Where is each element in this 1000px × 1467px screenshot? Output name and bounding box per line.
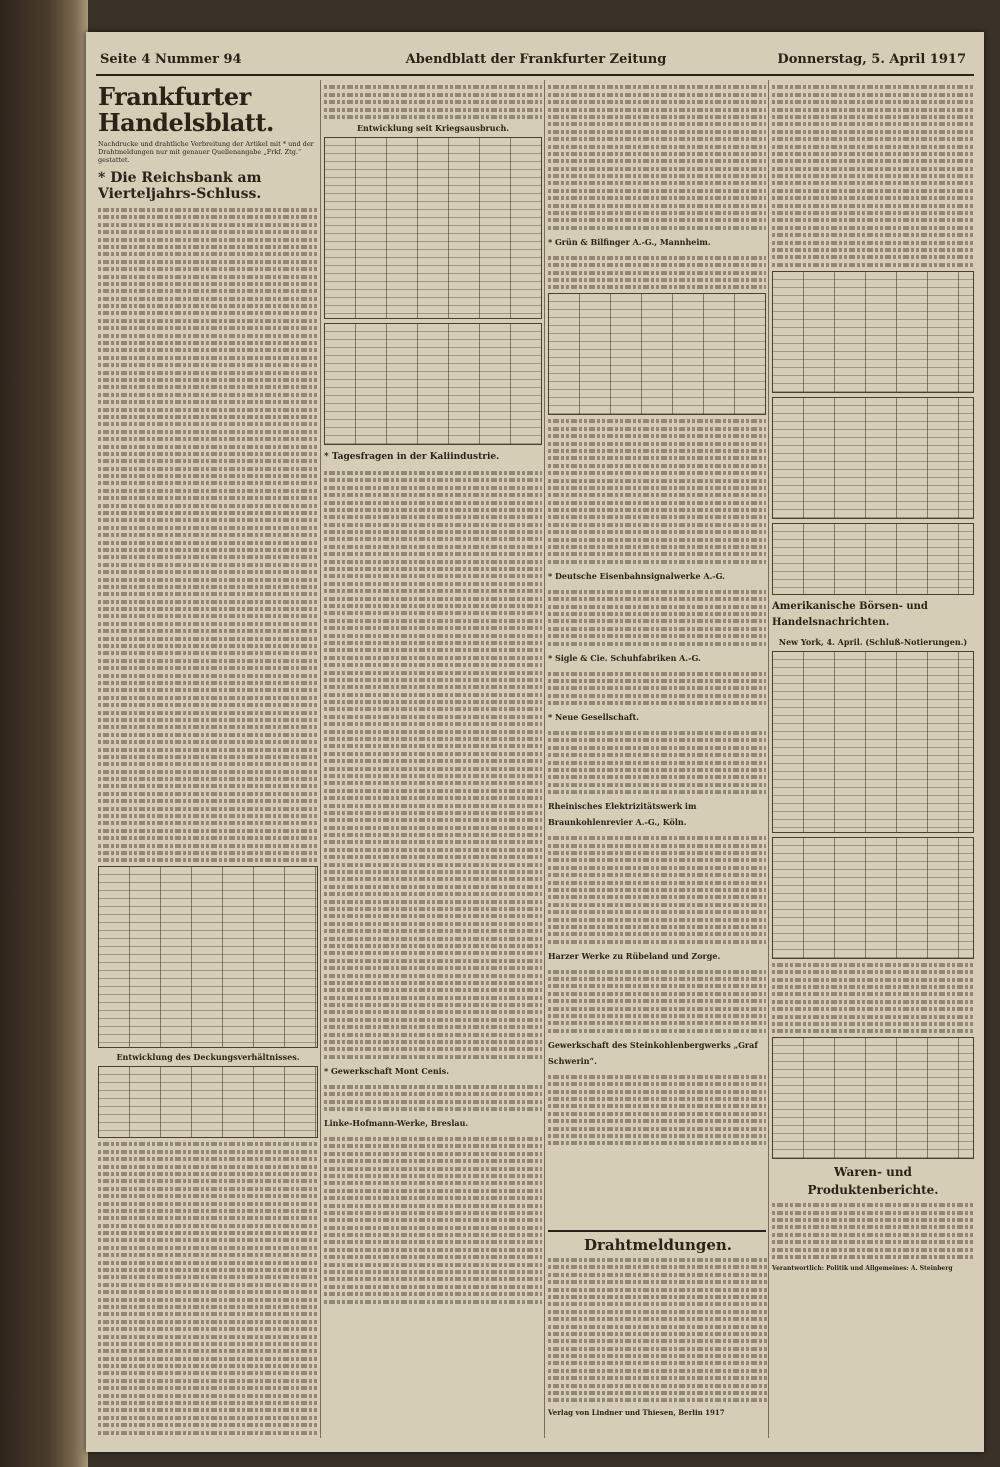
article-body [548,672,766,706]
article-title: * Deutsche Eisenbahnsignalwerke A.-G. [548,570,725,581]
article-title: * Tagesfragen in der Kaliindustrie. [324,451,500,462]
book-binding [0,0,88,1467]
chicago-table [772,1037,974,1159]
section-title: Frankfurter Handelsblatt. [98,82,274,137]
article-body [772,85,974,266]
article-body-continued [98,1142,318,1438]
page-number: Seite 4 Nummer 94 [100,52,242,67]
article-title: * Grün & Bilfinger A.-G., Mannheim. [548,236,711,247]
article-body [548,970,766,1033]
column-1 [98,82,318,1438]
balance-table [98,866,318,1048]
coverage-table [98,1066,318,1138]
table-heading: Entwicklung seit Kriegsausbruch. [356,122,510,133]
footer-imprint: Verlag von Lindner und Thiesen, Berlin 1917 [548,1408,725,1418]
article-body [548,256,766,290]
article-body [548,836,766,943]
article-title: * Gewerkschaft Mont Cenis. [324,1065,450,1076]
article-title: Linke-Hofmann-Werke, Breslau. [324,1117,469,1128]
article-title: Rheinisches Elektrizitätswerk im Braunkohlenrevier A.-G., Köln. [548,801,697,828]
article-body [772,963,974,1034]
column-divider [544,80,545,1438]
article-body [548,1075,766,1146]
page-header [86,50,984,70]
article-body [772,1203,974,1259]
notes-table [324,323,542,445]
article-body [324,85,542,119]
development-table [324,137,542,319]
section-rule [548,1230,766,1232]
column-4 [772,82,974,1438]
section-title: Amerikanische Börsen- und Handelsnachrichten. [772,600,928,628]
column-divider [320,80,321,1438]
masthead: Abendblatt der Frankfurter Zeitung [405,52,667,67]
imprint: Verantwortlich: Politik und Allgemeines: A. Steinberg [772,1265,953,1273]
newyork-table [772,837,974,959]
drahtmeldungen-section [548,1230,768,1417]
article-body [548,1258,768,1402]
article-title: Gewerkschaft des Steinkohlenbergwerks „Graf Schwerin“. [548,1039,758,1066]
issue-date: Donnerstag, 5. April 1917 [777,52,966,67]
newspaper-page [86,32,984,1452]
column-2 [324,82,542,1438]
newyork-table [772,651,974,833]
column-divider [768,80,769,1438]
article-body [98,208,318,862]
article-body [324,1085,542,1111]
article-title: Harzer Werke zu Rübeland und Zorge. [548,950,721,961]
article-body [324,471,542,1059]
table-heading: Entwicklung des Deckungsverhältnisses. [116,1052,300,1063]
article-body [324,1137,542,1304]
section-title: Waren- und Produktenberichte. [807,1165,939,1198]
article-title: * Die Reichsbank am Vierteljahrs-Schluss. [98,170,262,202]
header-rule [96,74,974,76]
article-body [548,731,766,794]
article-title: * Neue Gesellschaft. [548,712,639,723]
copyright-note: Nachdrucke und drahtliche Verbreitung der Artikel mit * und der Drahtmeldungen nur mit genauer Quellenangabe „Frkf. Ztg.“ gestattet. [98,140,314,164]
section-title: Drahtmeldungen. [583,1236,733,1254]
article-body [548,590,766,646]
financial-table [548,293,766,415]
market-heading: New York, 4. April. (Schluß-Notierungen.) [778,636,968,647]
market-table [772,523,974,595]
article-title: * Sigle & Cie. Schuhfabriken A.-G. [548,652,701,663]
article-body [548,85,766,229]
market-table [772,397,974,519]
market-table [772,271,974,393]
article-body [548,419,766,563]
